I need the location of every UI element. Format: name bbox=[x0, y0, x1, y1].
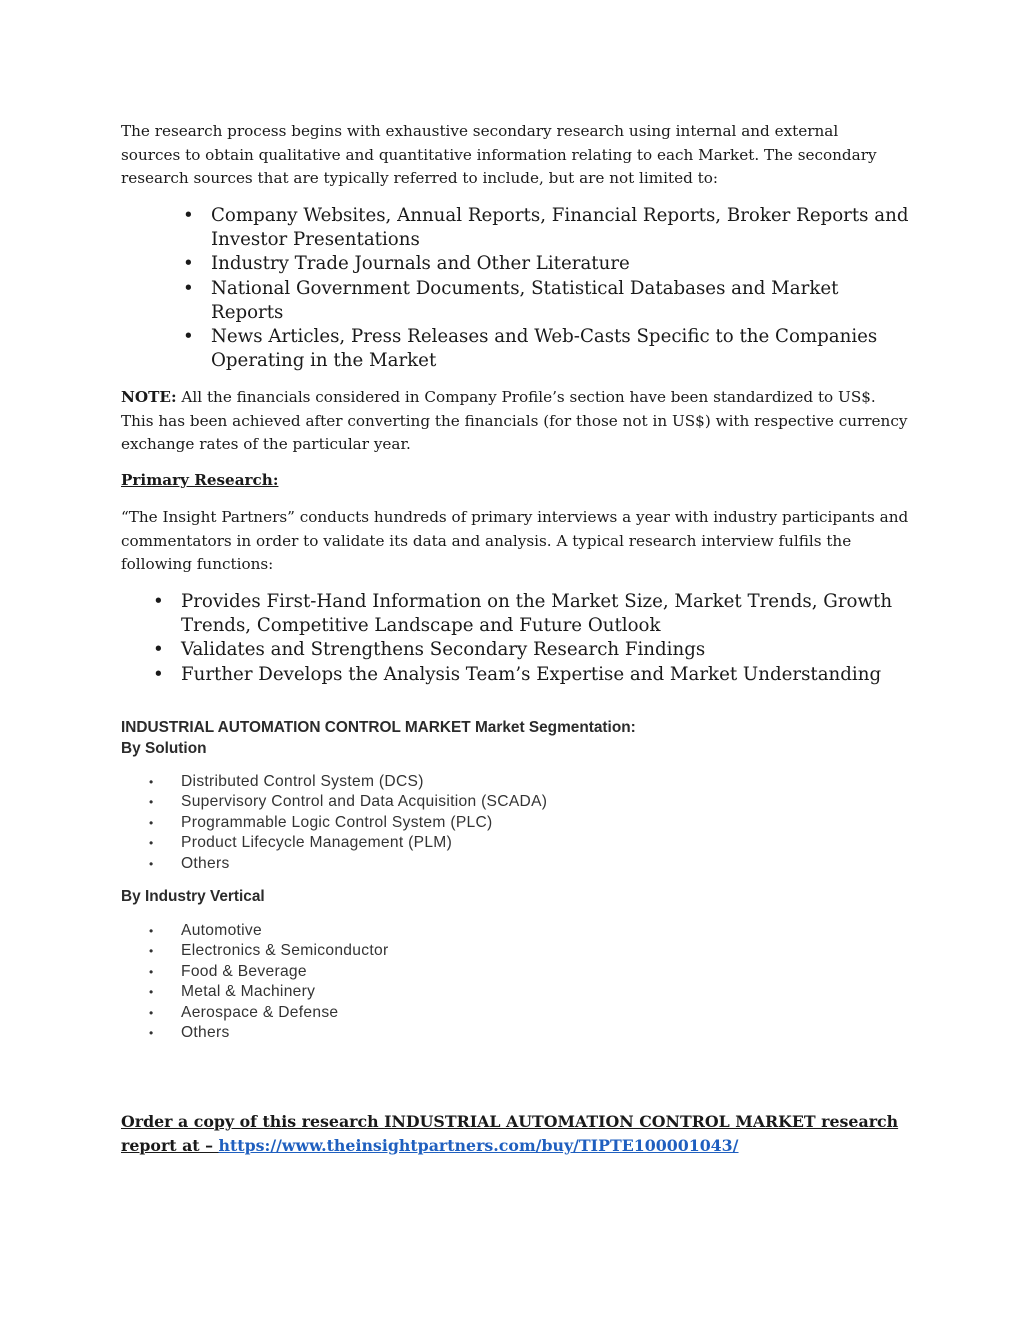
solution-list bbox=[121, 772, 721, 874]
secondary-sources-list bbox=[121, 204, 911, 373]
list-item: • National Government Documents, Statistical Databases and Market Reports bbox=[183, 277, 839, 323]
list-item: • Others bbox=[121, 1023, 721, 1043]
bullet-icon: • bbox=[153, 591, 164, 612]
primary-functions-list bbox=[121, 590, 911, 687]
list-item: • Aerospace & Defense bbox=[121, 1003, 721, 1023]
list-item: • Electronics & Semiconductor bbox=[121, 941, 721, 961]
bullet-icon: • bbox=[149, 924, 154, 938]
list-item: • Industry Trade Journals and Other Literature bbox=[121, 252, 911, 276]
list-item: • Further Develops the Analysis Team’s Expertise and Market Understanding bbox=[121, 663, 911, 687]
bullet-icon: • bbox=[183, 253, 194, 275]
bullet-icon: • bbox=[153, 663, 164, 685]
bullet-icon: • bbox=[149, 795, 154, 810]
bullet-icon: • bbox=[183, 277, 194, 299]
list-item: • Distributed Control System (DCS) bbox=[121, 772, 721, 792]
primary-research-paragraph: “The Insight Partners” conducts hundreds of primary interviews a year with industry participants and commentators in order to validate its data and analysis. A typical research interview fulfils the following functions: bbox=[121, 508, 909, 573]
list-item: • News Articles, Press Releases and Web-Casts Specific to the Companies Operating in the Market bbox=[183, 326, 878, 372]
bullet-icon: • bbox=[149, 985, 154, 1000]
primary-research-heading: Primary Research: bbox=[121, 471, 279, 489]
by-industry-heading: By Industry Vertical bbox=[121, 888, 265, 905]
list-item: • Supervisory Control and Data Acquisition (SCADA) bbox=[121, 792, 721, 812]
list-item: • Others bbox=[121, 854, 721, 874]
bullet-icon: • bbox=[183, 205, 194, 226]
list-item: • Programmable Logic Control System (PLC) bbox=[121, 813, 721, 833]
list-item: • Metal & Machinery bbox=[121, 982, 721, 1002]
bullet-icon: • bbox=[183, 326, 194, 348]
order-link[interactable]: https://www.theinsightpartners.com/buy/TIPTE100001043/ bbox=[218, 1136, 739, 1155]
by-solution-heading: By Solution bbox=[121, 739, 207, 757]
segmentation-heading bbox=[121, 718, 636, 759]
list-item: • Automotive bbox=[121, 921, 721, 941]
bullet-icon: • bbox=[149, 836, 154, 851]
industry-list bbox=[121, 921, 721, 1043]
list-item: • Company Websites, Annual Reports, Financial Reports, Broker Reports and Investor Presentations bbox=[183, 205, 909, 251]
list-item: • Product Lifecycle Management (PLM) bbox=[121, 833, 721, 853]
note-paragraph bbox=[121, 386, 911, 457]
order-paragraph bbox=[121, 1110, 911, 1158]
note-label: NOTE: bbox=[121, 388, 177, 406]
note-text: All the financials considered in Company Profile’s section have been standardized to US$. This has been achieved after converting the financials (for those not in US$) with respective currency exchange rates of the particular year. bbox=[121, 388, 908, 453]
bullet-icon: • bbox=[149, 964, 154, 979]
bullet-icon: • bbox=[149, 815, 154, 830]
order-text: Order a copy of this research INDUSTRIAL AUTOMATION CONTROL MARKET research report at – bbox=[121, 1112, 899, 1155]
bullet-icon: • bbox=[149, 944, 154, 959]
bullet-icon: • bbox=[149, 856, 154, 871]
bullet-icon: • bbox=[149, 775, 154, 789]
list-item: • Provides First-Hand Information on the Market Size, Market Trends, Growth Trends, Competitive Landscape and Future Outlook bbox=[153, 591, 893, 637]
bullet-icon: • bbox=[149, 1005, 154, 1020]
bullet-icon: • bbox=[149, 1026, 154, 1041]
intro-paragraph: The research process begins with exhaustive secondary research using internal and external sources to obtain qualitative and quantitative information relating to each Market. The secondary research sources that are typically referred to include, but are not limited to: bbox=[121, 122, 877, 187]
bullet-icon: • bbox=[153, 639, 164, 661]
list-item: • Food & Beverage bbox=[121, 962, 721, 982]
list-item: • Validates and Strengthens Secondary Research Findings bbox=[121, 638, 911, 662]
segmentation-title: INDUSTRIAL AUTOMATION CONTROL MARKET Market Segmentation: bbox=[121, 719, 636, 736]
